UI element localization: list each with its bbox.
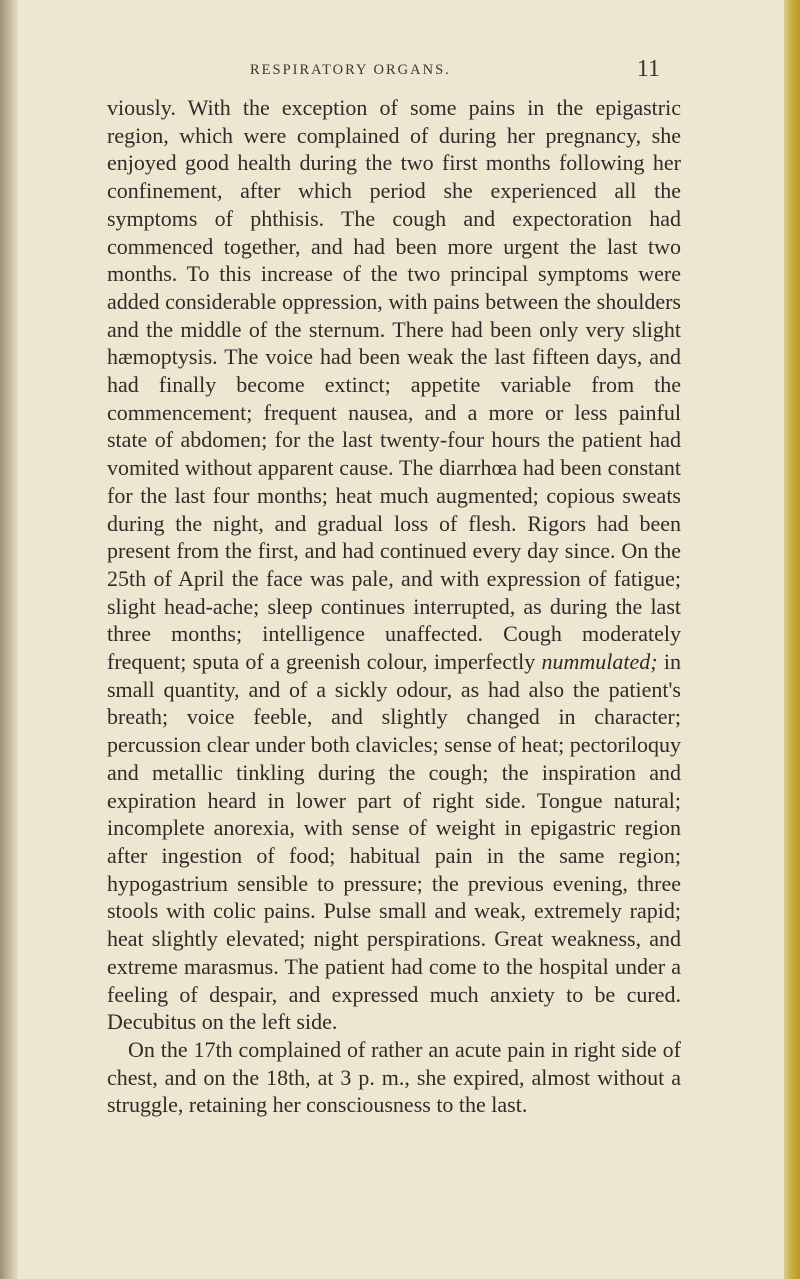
paragraph-1-italic-term: nummulated; (541, 649, 658, 675)
paragraph-1 (107, 94, 681, 1036)
page-number: 11 (636, 56, 660, 82)
page-binding-edge (0, 0, 18, 1279)
paragraph-1-text-b: in small quantity, and of a sickly odour, as had also the patient's breath; voice feeble, and slightly changed in character; percussion clear under both clavicles; sense of heat; pectoriloquy and metallic tinkling during the cough; the inspiration and expiration heard in lower part of right side. Tongue natural; incomplete anorexia, with sense of weight in epigastric region after ingestion of food; habitual pain in the same region; hypogastrium sensible to pressure; the previous evening, three stools with colic pains. Pulse small and weak, extremely rapid; heat slightly elevated; night perspirations. Great weakness, and extreme marasmus. The patient had come to the hospital under a feeling of despair, and expressed much anxiety to be cured. Decubitus on the left side. (107, 649, 681, 1035)
running-head: RESPIRATORY ORGANS. (250, 62, 451, 78)
paragraph-2: On the 17th complained of rather an acute pain in right side of chest, and on the 18th, at 3 p. m., she expired, almost without a struggle, retaining her consciousness to the last. (107, 1036, 681, 1118)
page-gilt-edge (784, 0, 800, 1279)
body-text (107, 94, 681, 1119)
paragraph-1-text-a: viously. With the exception of some pains in the epigastric region, which were complained of during her pregnancy, she enjoyed good health during the two first months following her confinement, after which period she experienced all the symptoms of phthisis. The cough and expectoration had commenced together, and had been more urgent the last two months. To this increase of the two principal symptoms were added considerable oppression, with pains between the shoulders and the middle of the sternum. There had been only very slight hæmoptysis. The voice had been weak the last fifteen days, and had finally become extinct; appetite variable from the commencement; frequent nausea, and a more or less painful state of abdomen; for the last twenty-four hours the patient had vomited without apparent cause. The diarrhœa had been constant for the last four months; heat much augmented; copious sweats during the night, and gradual loss of flesh. Rigors had been present from the first, and had continued every day since. On the 25th of April the face was pale, and with expression of fatigue; slight head-ache; sleep continues interrupted, as during the last three months; intelligence unaffected. Cough moderately frequent; sputa of a greenish colour, imperfectly (107, 95, 681, 675)
